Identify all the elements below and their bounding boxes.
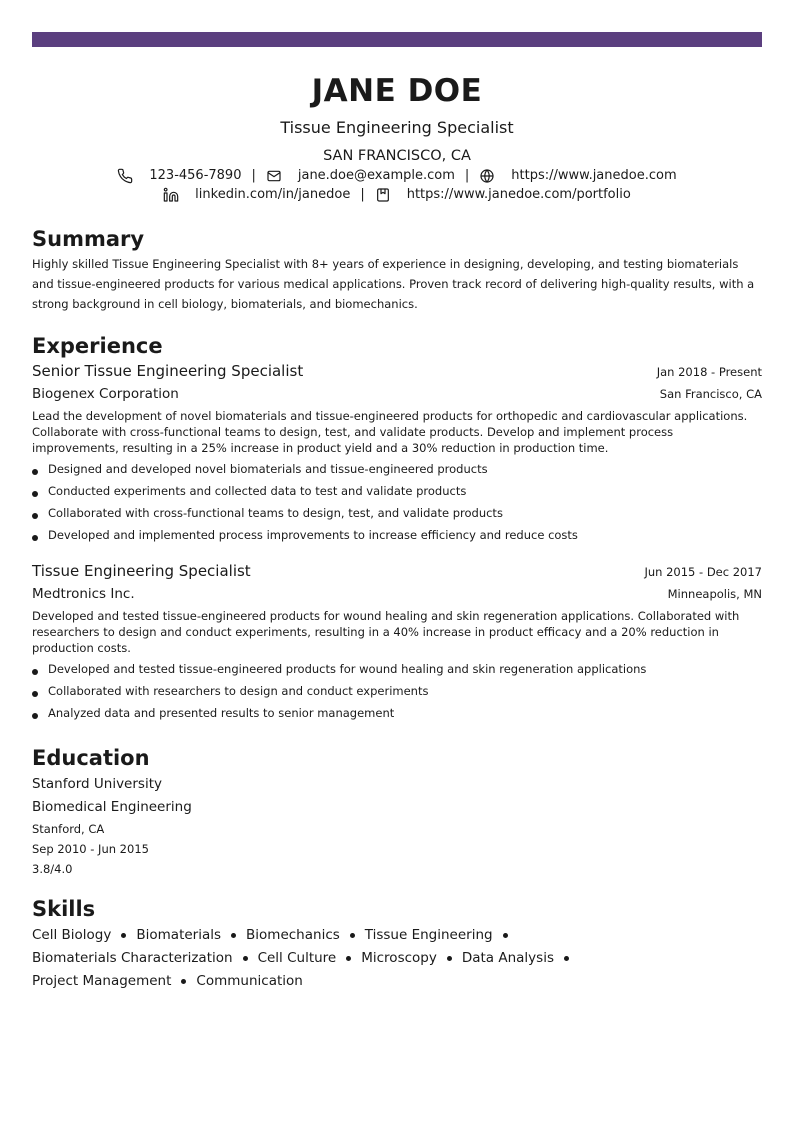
bullet-text: Collaborated with researchers to design and conduct experiments	[48, 683, 429, 698]
summary-heading: Summary	[32, 226, 145, 251]
skills-section	[32, 897, 762, 993]
list-item	[32, 502, 762, 524]
skill-item	[32, 924, 136, 947]
bullet-icon	[243, 956, 248, 961]
linkedin-icon	[163, 187, 179, 203]
bullet-text: Conducted experiments and collected data to test and validate products	[48, 483, 467, 498]
education-dates: Sep 2010 - Jun 2015	[32, 842, 149, 857]
bullet-icon	[503, 933, 508, 938]
globe-icon	[479, 168, 495, 184]
separator: |	[464, 167, 470, 183]
summary-section	[32, 227, 762, 314]
skill-label: Cell Biology	[32, 927, 112, 944]
job-description: Lead the development of novel biomaterials and tissue-engineered products for orthopedic and cardiovascular applications. Collaborate with cross-functional teams to design, test, and validate products. Develop and implement process improvements, resulting in a 25% increase in product yield and a 30% reduction in production time.	[32, 408, 748, 455]
resume-page	[32, 32, 762, 993]
job-company-row	[32, 581, 762, 604]
mail-icon	[266, 168, 282, 184]
job-entry	[32, 362, 762, 546]
skill-label: Tissue Engineering	[364, 927, 493, 944]
list-item	[32, 702, 762, 724]
list-item	[32, 680, 762, 702]
bullet-text: Designed and developed novel biomaterials and tissue-engineered products	[48, 461, 488, 476]
phone-icon	[117, 168, 133, 184]
job-title: Tissue Engineering Specialist	[32, 561, 251, 580]
list-item	[32, 458, 762, 480]
experience-section	[32, 334, 762, 724]
skill-item	[258, 947, 362, 970]
skill-item	[196, 970, 302, 993]
education-section	[32, 746, 762, 879]
skill-item	[136, 924, 246, 947]
list-item	[32, 658, 762, 680]
education-degree: Biomedical Engineering	[32, 799, 192, 816]
bullet-text: Collaborated with cross-functional teams to design, test, and validate products	[48, 505, 503, 520]
job-location: Minneapolis, MN	[667, 587, 762, 602]
email-link[interactable]: jane.doe@example.com	[297, 167, 455, 183]
education-gpa: 3.8/4.0	[32, 862, 73, 877]
skill-label: Communication	[196, 973, 303, 990]
job-title: Senior Tissue Engineering Specialist	[32, 361, 304, 380]
candidate-name: JANE DOE	[311, 73, 483, 109]
bullet-icon	[32, 691, 38, 697]
phone-text: 123-456-7890	[149, 167, 242, 183]
skill-label: Biomaterials Characterization	[32, 950, 233, 967]
job-bullets	[32, 458, 762, 546]
linkedin-contact[interactable]	[163, 187, 350, 204]
bullet-icon	[231, 933, 236, 938]
education-heading: Education	[32, 745, 150, 770]
job-company: Biogenex Corporation	[32, 386, 179, 403]
skill-item	[361, 947, 462, 970]
education-location: Stanford, CA	[32, 822, 105, 837]
bullet-text: Analyzed data and presented results to senior management	[48, 705, 395, 720]
job-location: San Francisco, CA	[659, 387, 762, 402]
job-company-row	[32, 381, 762, 404]
bullet-icon	[447, 956, 452, 961]
skill-label: Microscopy	[361, 950, 437, 967]
bullet-icon	[32, 535, 38, 541]
skills-heading: Skills	[32, 897, 96, 922]
list-item	[32, 480, 762, 502]
skills-list	[32, 924, 712, 993]
separator: |	[251, 167, 256, 183]
job-description: Developed and tested tissue-engineered products for wound healing and skin regeneration applications. Collaborated with researchers to design and conduct experiments, resulting in a 40% increase in product efficacy and a 20% reduction in production costs.	[32, 608, 740, 655]
skill-label: Project Management	[32, 973, 172, 990]
email-contact[interactable]	[266, 168, 455, 185]
job-bullets	[32, 658, 762, 724]
website-contact[interactable]	[479, 168, 676, 185]
skill-item	[32, 970, 196, 993]
resume-header	[32, 74, 762, 204]
skill-label: Biomaterials	[136, 927, 222, 944]
contact-row-1	[32, 168, 762, 185]
job-company: Medtronics Inc.	[32, 586, 135, 603]
bullet-icon	[346, 956, 351, 961]
portfolio-link[interactable]: https://www.janedoe.com/portfolio	[406, 186, 631, 202]
education-school: Stanford University	[32, 776, 162, 793]
candidate-title: Tissue Engineering Specialist	[280, 118, 514, 138]
phone-contact	[117, 168, 241, 185]
skill-label: Biomechanics	[246, 927, 340, 944]
separator: |	[360, 186, 365, 202]
bullet-icon	[564, 956, 569, 961]
bullet-icon	[350, 933, 355, 938]
accent-bar	[32, 32, 762, 47]
skill-item	[462, 947, 579, 970]
skill-item	[246, 924, 365, 947]
experience-heading: Experience	[32, 333, 163, 358]
job-header-row	[32, 362, 762, 382]
skill-label: Cell Culture	[257, 950, 337, 967]
bullet-icon	[32, 469, 38, 475]
skill-label: Data Analysis	[461, 950, 554, 967]
bullet-text: Developed and implemented process improvements to increase efficiency and reduce costs	[48, 527, 578, 542]
skill-item	[32, 947, 258, 970]
portfolio-contact[interactable]	[375, 187, 631, 204]
bullet-icon	[181, 979, 186, 984]
list-item	[32, 524, 762, 546]
job-header-row	[32, 562, 762, 582]
bullet-icon	[32, 713, 38, 719]
job-entry	[32, 562, 762, 724]
candidate-location: SAN FRANCISCO, CA	[323, 147, 471, 164]
bullet-icon	[32, 513, 38, 519]
job-dates: Jan 2018 - Present	[656, 364, 762, 379]
linkedin-link[interactable]: linkedin.com/in/janedoe	[195, 186, 351, 202]
contact-row-2	[32, 187, 762, 204]
website-link[interactable]: https://www.janedoe.com	[511, 167, 677, 183]
bullet-icon	[32, 491, 38, 497]
bullet-icon	[121, 933, 126, 938]
skill-item	[365, 924, 518, 947]
bullet-icon	[32, 669, 38, 675]
job-dates: Jun 2015 - Dec 2017	[644, 564, 762, 579]
bullet-text: Developed and tested tissue-engineered products for wound healing and skin regeneration applications	[48, 661, 647, 676]
summary-text: Highly skilled Tissue Engineering Specialist with 8+ years of experience in designing, developing, and testing biomaterials and tissue-engineered products for various medical applications. Proven track record of delivering high-quality results, with a strong background in cell biology, biomaterials, and biomechanics.	[32, 256, 755, 311]
portfolio-icon	[375, 187, 391, 203]
